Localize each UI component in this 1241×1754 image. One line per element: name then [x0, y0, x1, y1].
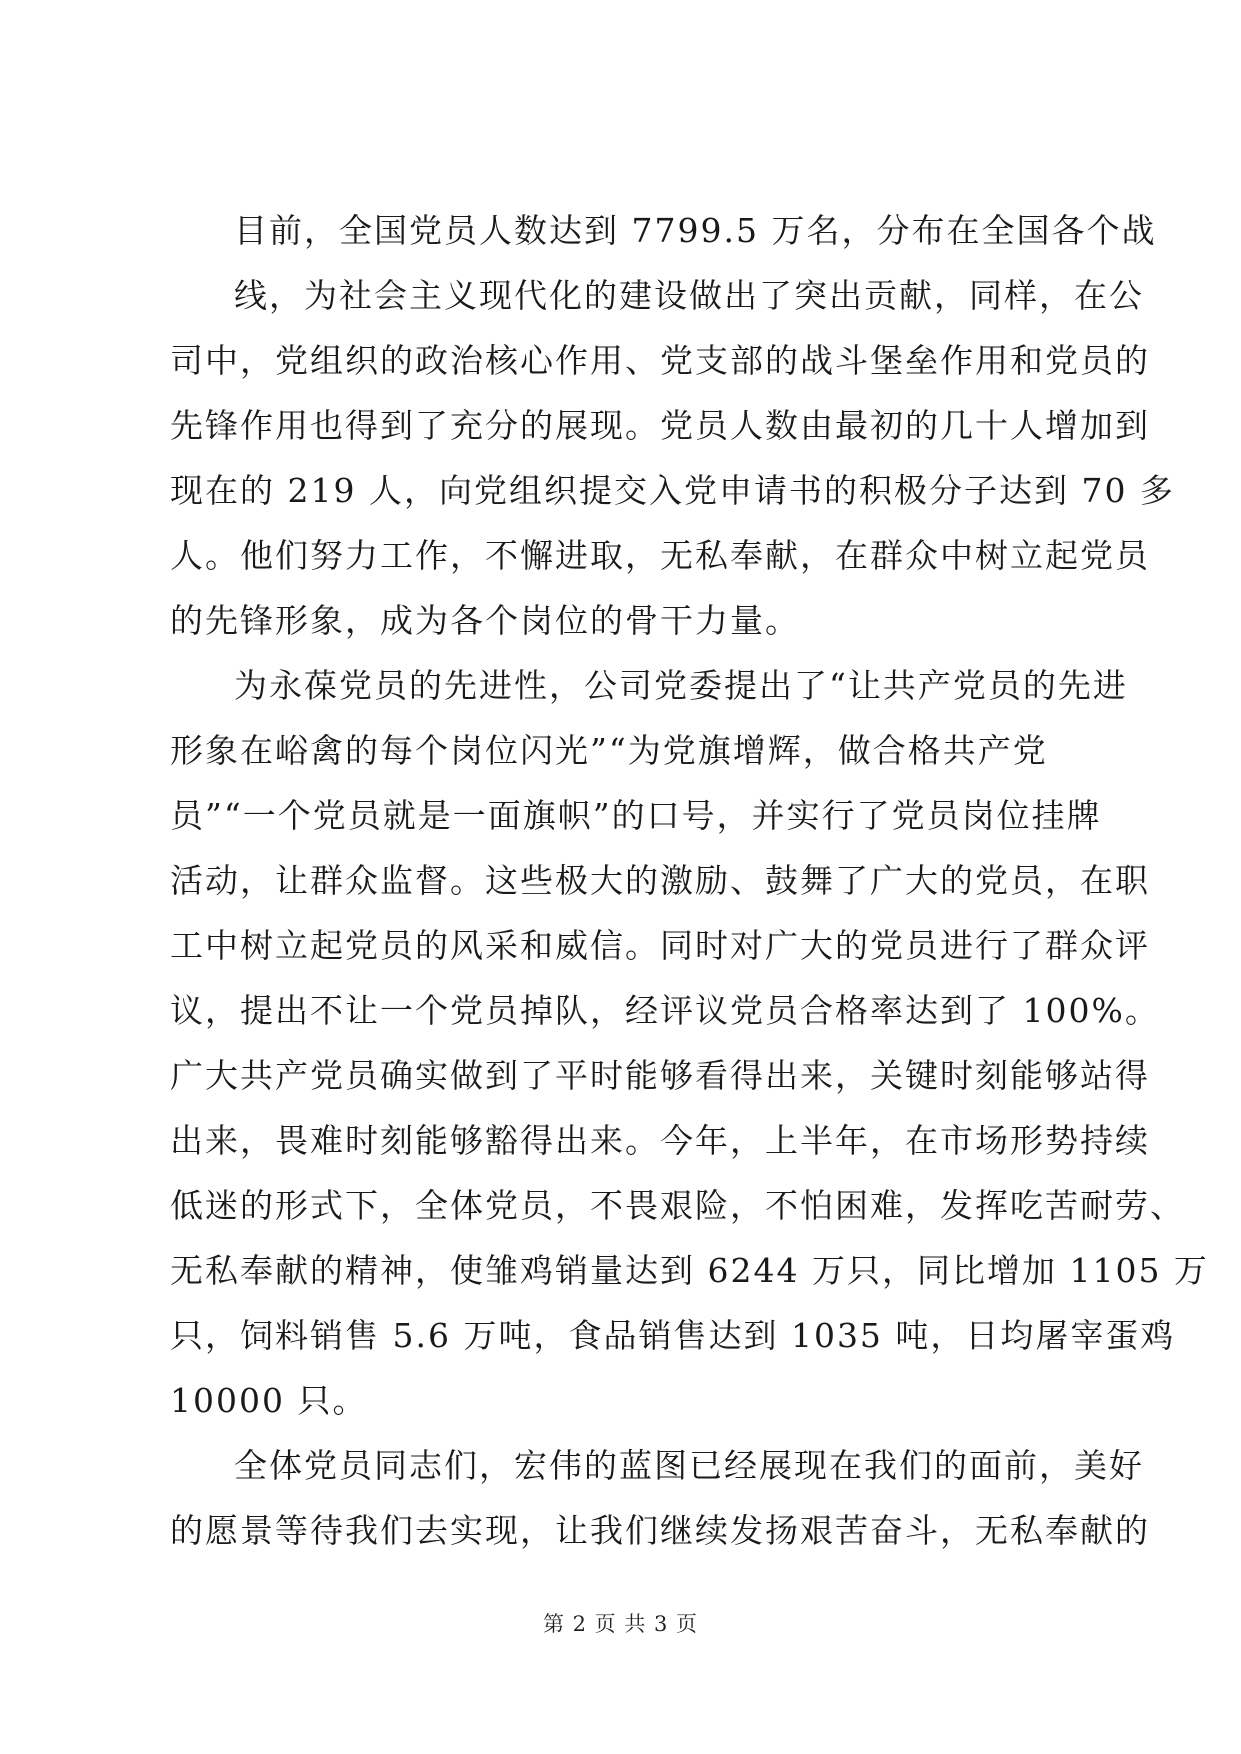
- text-line: 为永葆党员的先进性，公司党委提出了“让共产党员的先进: [234, 666, 1128, 705]
- text-line: 全体党员同志们，宏伟的蓝图已经展现在我们的面前，美好: [234, 1446, 1144, 1485]
- text-line: 出来，畏难时刻能够豁得出来。今年，上半年，在市场形势持续: [170, 1121, 1150, 1160]
- text-line: 广大共产党员确实做到了平时能够看得出来，关键时刻能够站得: [170, 1056, 1150, 1095]
- page-number-footer: 第 2 页 共 3 页: [542, 1612, 699, 1636]
- text-line: 先锋作用也得到了充分的展现。党员人数由最初的几十人增加到: [170, 406, 1150, 445]
- text-line: 无私奉献的精神，使雏鸡销量达到 6244 万只，同比增加 1105 万: [170, 1251, 1209, 1290]
- document-body: [170, 198, 1209, 1563]
- text-line: 员”“一个党员就是一面旗帜”的口号，并实行了党员岗位挂牌: [170, 796, 1102, 835]
- text-line: 只，饲料销售 5.6 万吨，食品销售达到 1035 吨，日均屠宰蛋鸡: [170, 1316, 1176, 1355]
- paragraph-3: [170, 1433, 1150, 1563]
- text-line: 议，提出不让一个党员掉队，经评议党员合格率达到了 100%。: [170, 991, 1160, 1030]
- text-line: 线，为社会主义现代化的建设做出了突出贡献，同样，在公: [234, 276, 1144, 315]
- text-line: 人。他们努力工作，不懈进取，无私奉献，在群众中树立起党员: [170, 536, 1150, 575]
- text-line: 工中树立起党员的风采和威信。同时对广大的党员进行了群众评: [170, 926, 1150, 965]
- text-line: 的愿景等待我们去实现，让我们继续发扬艰苦奋斗，无私奉献的: [170, 1511, 1150, 1550]
- text-line: 10000 只。: [170, 1381, 368, 1420]
- text-line: 低迷的形式下，全体党员，不畏艰险，不怕困难，发挥吃苦耐劳、: [170, 1186, 1185, 1225]
- text-line: 现在的 219 人，向党组织提交入党申请书的积极分子达到 70 多: [170, 471, 1175, 510]
- text-line: 的先锋形象，成为各个岗位的骨干力量。: [170, 601, 800, 640]
- text-line: 司中，党组织的政治核心作用、党支部的战斗堡垒作用和党员的: [170, 341, 1150, 380]
- paragraph-2: [170, 653, 1209, 1433]
- text-line: 形象在峪禽的每个岗位闪光”“为党旗增辉，做合格共产党: [170, 731, 1048, 770]
- paragraph-1: [170, 198, 1175, 653]
- text-line: 活动，让群众监督。这些极大的激励、鼓舞了广大的党员，在职: [170, 861, 1150, 900]
- text-line: 目前，全国党员人数达到 7799.5 万名，分布在全国各个战: [234, 211, 1157, 250]
